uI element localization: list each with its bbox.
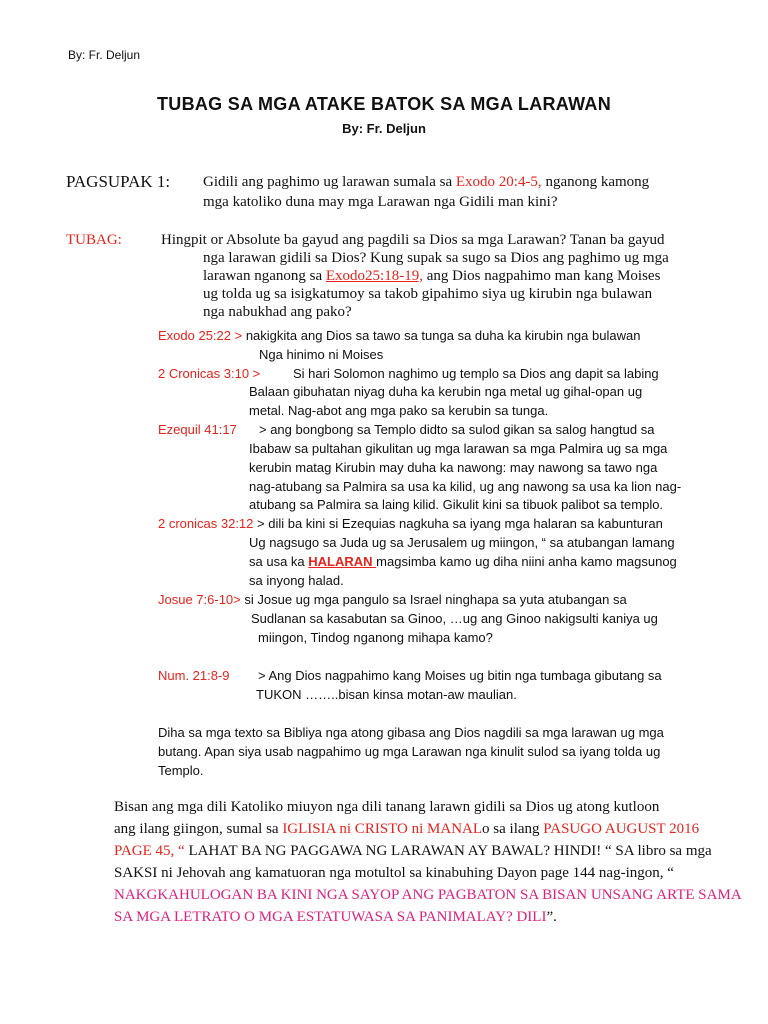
ezequil-line-3: kerubin matag Kirubin may duha ka nawong: may nawong sa tawo nga [249,460,658,475]
tubag-line-4: ug tolda ug sa isigkatumoy sa takob gipahimo siya ug kirubin nga bulawan [203,286,653,302]
cronicas2-line-1 [158,516,663,531]
cronicas1-ref: 2 Cronicas 3:10 > [158,366,261,381]
num-ref: Num. 21:8-9 [158,668,230,683]
exodo-ref: Exodo 25:22 > [158,328,243,343]
iglesia-highlight: IGLISIA ni CRISTO ni MANAL [282,821,483,837]
cronicas2-line-3 [249,554,677,569]
bisan-line-4: SAKSI ni Jehovah ang kamatuoran nga motultol sa kinabuhing Dayon page 144 nag-ingon, “ [114,865,674,881]
ezequil-line-5: atubang sa Palmira sa laing kilid. Gikulit kini sa tibuok palibot sa templo. [249,497,664,512]
tubag-line-3 [203,268,660,285]
cronicas2-text-3b: magsimba kamo ug diha niini anha kamo magsunog [376,554,677,569]
exodo-line-2: Nga hinimo ni Moises [259,347,384,362]
josue-line-3: miingon, Tindog nganong mihapa kamo? [258,630,493,645]
pagsupak-line-1 [203,174,649,191]
cronicas1-line-3: metal. Nag-abot ang mga pako sa kerubin sa tunga. [249,403,549,418]
cronicas2-line-4: sa inyong halad. [249,573,344,588]
tubag-text-cont: ang Dios nagpahimo man kang Moises [422,268,661,284]
bisan-quote-end: SA MGA LETRATO O MGA ESTATUWASA SA PANIMALAY? DILI [114,909,547,925]
pagsupak-text-cont: nganong kamong [541,174,650,190]
bisan-line-2 [114,821,699,838]
pagsupak-text: Gidili ang paghimo ug larawan sumala sa [203,174,456,190]
bisan-line-5: NAKGKAHULOGAN BA KINI NGA SAYOP ANG PAGBATON SA BISAN UNSANG ARTE SAMA [114,887,742,903]
ezequil-line-1: > ang bongbong sa Templo didto sa sulod gikan sa salog hangtud sa [259,422,655,437]
cronicas2-text-3a: sa usa ka [249,554,309,569]
josue-ref: Josue 7:6-10> [158,592,241,607]
bisan-text: ang ilang giingon, sumal sa [114,821,283,837]
josue-line-1 [158,592,627,607]
diha-line-1: Diha sa mga texto sa Bibliya nga atong gibasa ang Dios nagdili sa mga larawan ug mga [158,725,664,740]
ezequil-ref: Ezequil 41:17 [158,422,237,437]
num-line-2: TUKON ……..bisan kinsa motan-aw maulian. [256,687,517,702]
bisan-line-1: Bisan ang mga dili Katoliko miuyon nga dili tanang larawn gidili sa Dios ug atong kutloon [114,799,660,815]
josue-text: si Josue ug mga pangulo sa Israel ninghapa sa yuta atubangan sa [240,592,627,607]
diha-line-3: Templo. [158,763,204,778]
ezequil-line-4: nag-atubang sa Palmira sa usa ka kilid, ug ang nawong sa usa ka lion nag- [249,479,682,494]
page-ref-highlight: PAGE 45, “ [114,843,185,859]
pagsupak-line-2: mga katoliko duna may mga Larawan nga Gidili man kini? [203,194,558,210]
pasugo-highlight: PASUGO AUGUST 2016 [543,821,700,837]
bisan-line-3 [114,843,712,860]
pagsupak-ref: Exodo 20:4-5, [455,174,542,190]
exodo-line-1 [158,328,640,343]
document-title: TUBAG SA MGA ATAKE BATOK SA MGA LARAWAN [156,94,611,114]
bisan-closing: ”. [546,909,557,925]
bisan-text-cont: o sa ilang [482,821,544,837]
cronicas2-line-2: Ug nagsugo sa Juda ug sa Jerusalem ug miingon, “ sa atubangan lamang [249,535,675,550]
cronicas2-text: > dili ba kini si Ezequias nagkuha sa iyang mga halaran sa kabunturan [253,516,663,531]
bisan-line-6 [114,909,557,926]
pagsupak-label: PAGSUPAK 1: [66,172,171,191]
tubag-line-2: nga larawan gidili sa Dios? Kung supak sa sugo sa Dios ang paghimo ug mga [203,250,669,266]
tubag-line-1: Hingpit or Absolute ba gayud ang pagdili sa Dios sa mga Larawan? Tanan ba gayud [161,232,665,248]
tubag-ref: Exodo25:18-19, [325,268,423,284]
tubag-label: TUBAG: [66,232,122,248]
tubag-line-5: nga nabukhad ang pako? [203,304,352,320]
bisan-text-3: LAHAT BA NG PAGGAWA NG LARAWAN AY BAWAL? HINDI! “ SA libro sa mga [184,843,712,859]
halaran-highlight: HALARAN [308,554,377,569]
cronicas2-ref: 2 cronicas 32:12 [158,516,254,531]
cronicas1-line-1: Si hari Solomon naghimo ug templo sa Dios ang dapit sa labing [293,366,659,381]
document-author: By: Fr. Deljun [342,121,426,136]
diha-line-2: butang. Apan siya usab nagpahimo ug mga Larawan nga kinulit sulod sa iyang tolda ug [158,744,661,759]
header-byline: By: Fr. Deljun [68,48,141,62]
ezequil-line-2: Ibabaw sa pultahan gikulitan ug mga larawan sa mga Palmira ug sa mga [249,441,668,456]
num-line-1: > Ang Dios nagpahimo kang Moises ug bitin nga tumbaga gibutang sa [258,668,662,683]
exodo-text: nakigkita ang Dios sa tawo sa tunga sa duha ka kirubin nga bulawan [242,328,641,343]
cronicas1-line-2: Balaan gibuhatan niyag duha ka kerubin nga metal ug gihal-opan ug [249,384,643,399]
josue-line-2: Sudlanan sa kasabutan sa Ginoo, …ug ang Ginoo nakigsulti kaniya ug [251,611,658,626]
tubag-text: larawan nganong sa [203,268,326,284]
